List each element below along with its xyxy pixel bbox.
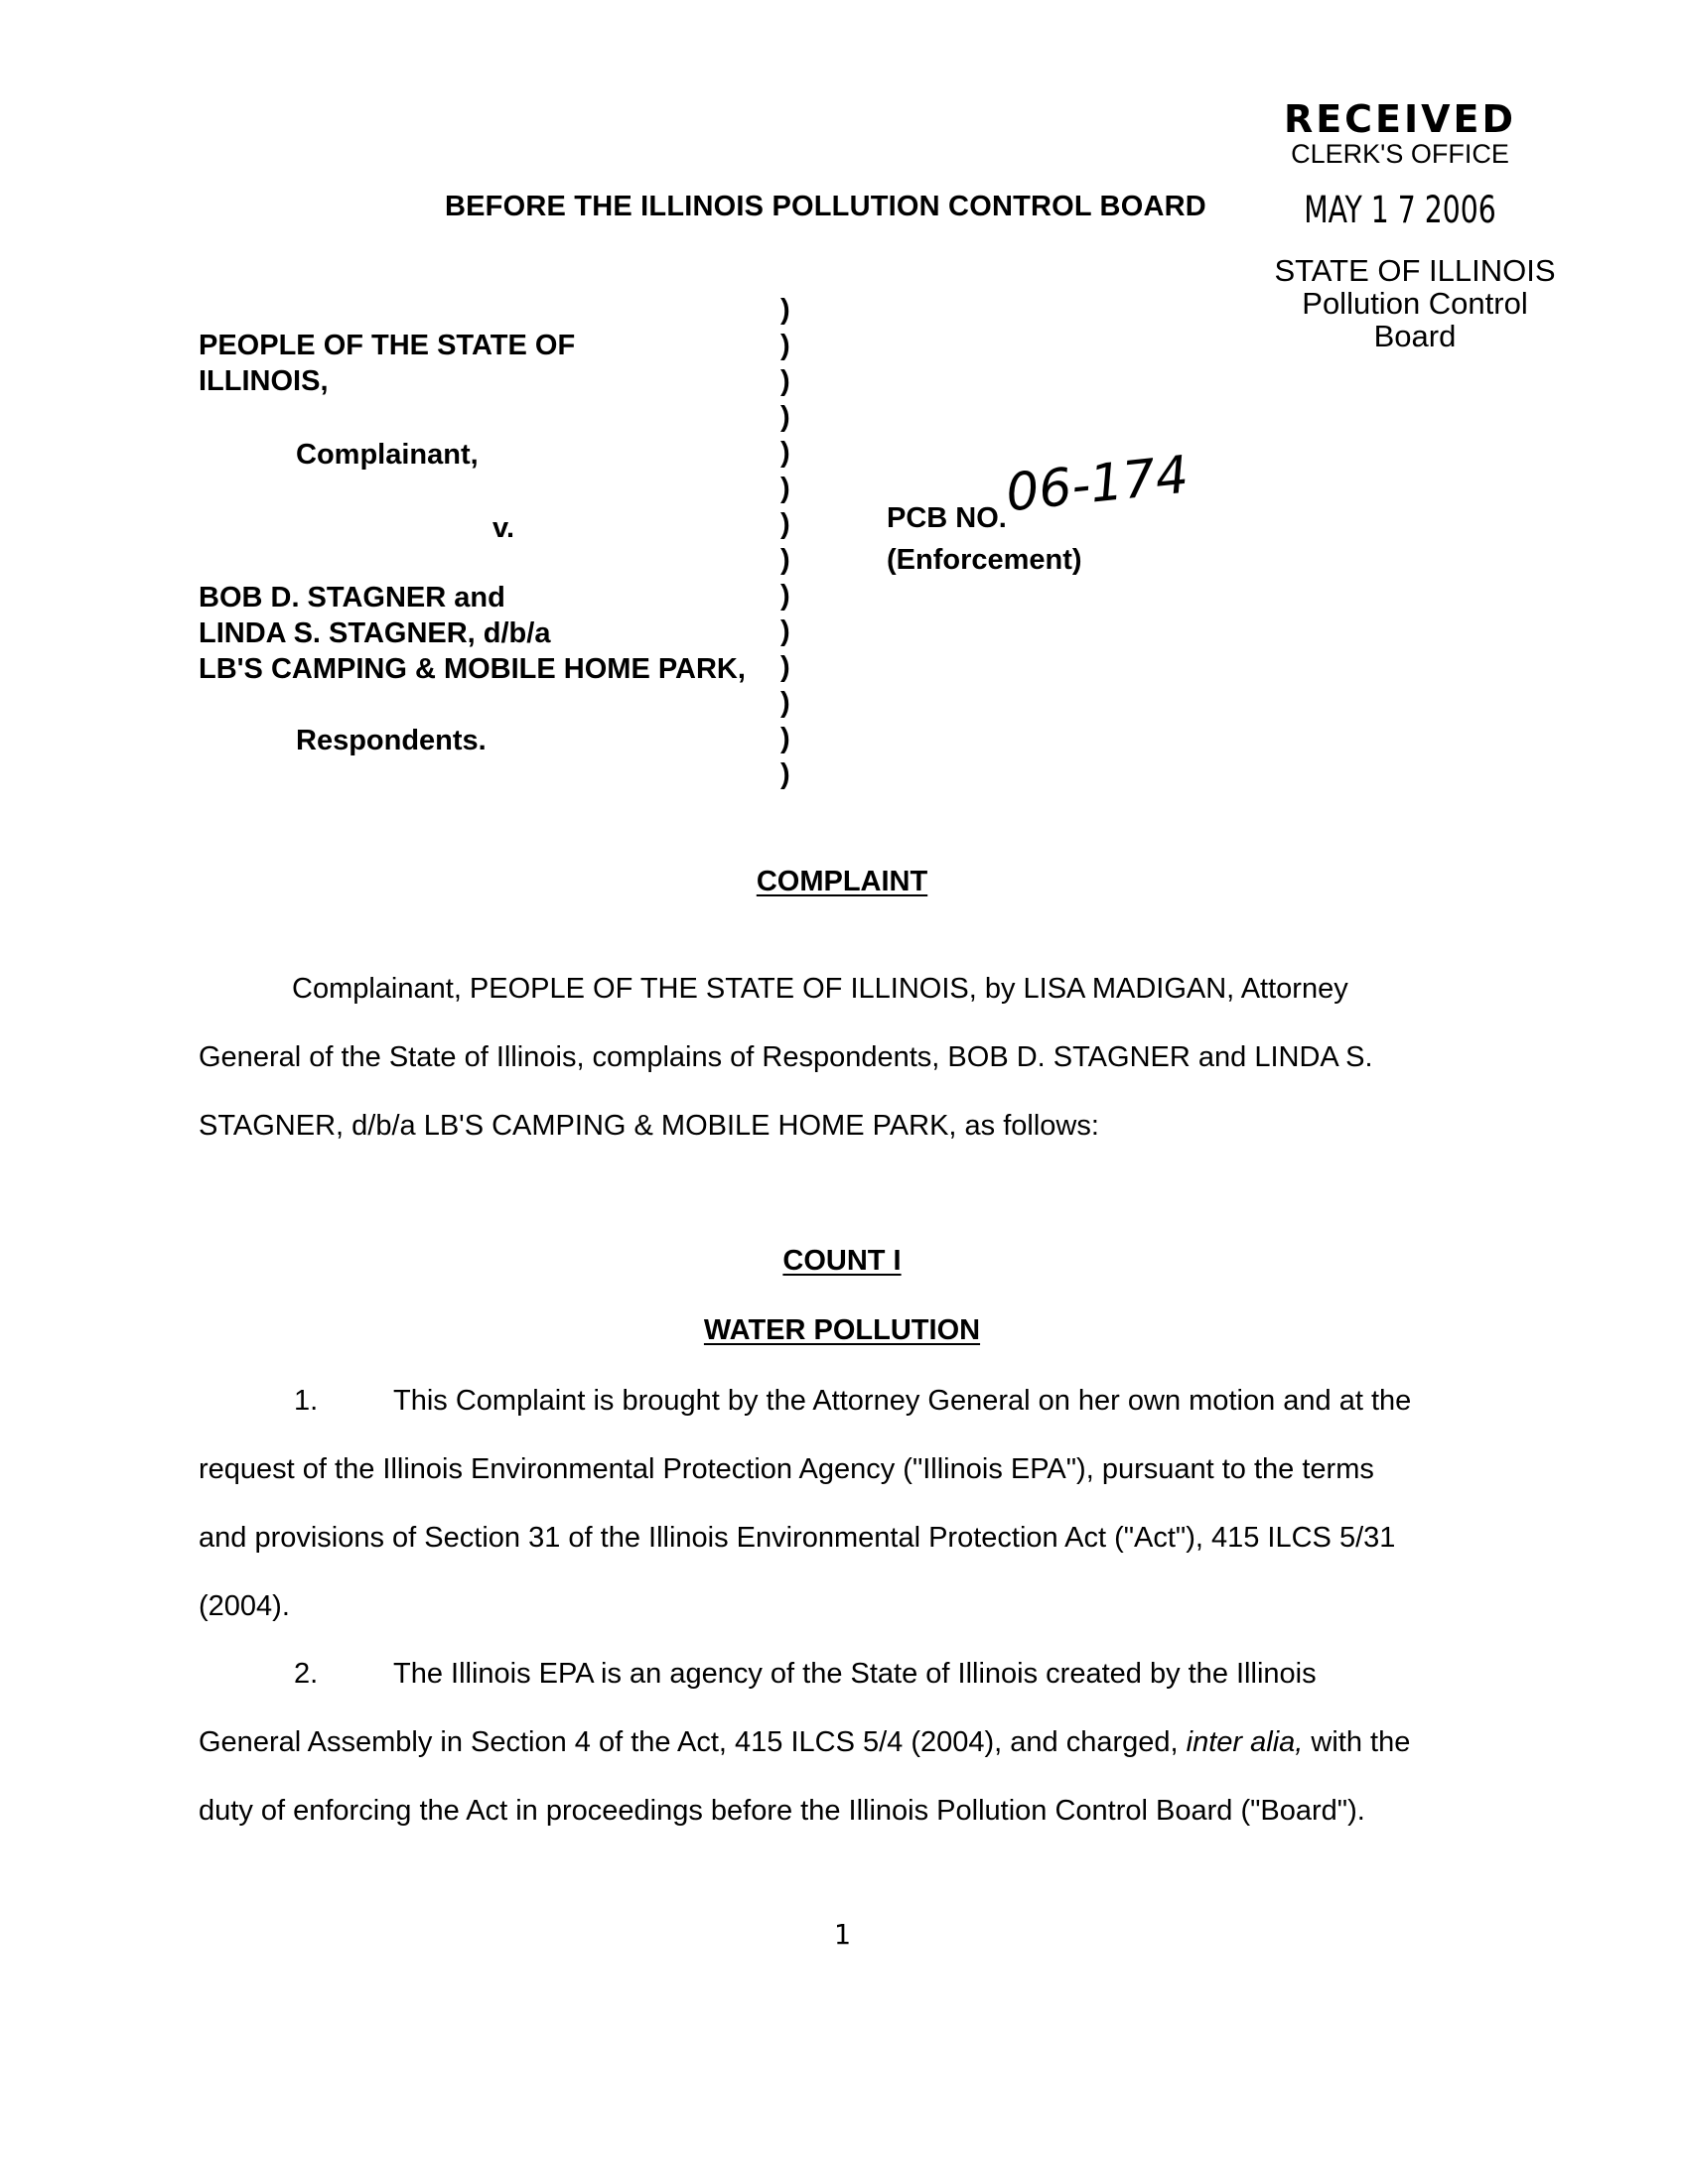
paren: ) — [780, 544, 790, 576]
stamp-state: STATE OF ILLINOIS — [1274, 253, 1556, 288]
paren: ) — [780, 615, 790, 647]
versus-label: v. — [492, 512, 515, 544]
respondents-label: Respondents. — [296, 725, 487, 756]
intro-line: Complainant, PEOPLE OF THE STATE OF ILLINOIS, by LISA MADIGAN, Attorney — [292, 973, 1348, 1005]
paren: ) — [780, 508, 790, 540]
enforcement-label: (Enforcement) — [887, 544, 1082, 576]
received-stamp — [1231, 99, 1569, 352]
people-line-2: ILLINOIS, — [199, 365, 329, 397]
board-heading: BEFORE THE ILLINOIS POLLUTION CONTROL BOARD — [445, 191, 1206, 222]
paren: ) — [780, 401, 790, 433]
line-text: General Assembly in Section 4 of the Act, 415 ILCS 5/4 (2004), and charged, — [199, 1726, 1187, 1758]
intro-line: General of the State of Illinois, complains of Respondents, BOB D. STAGNER and LINDA S. — [199, 1041, 1373, 1073]
paragraph-line: The Illinois EPA is an agency of the State of Illinois created by the Illinois — [393, 1658, 1317, 1690]
people-line-1: PEOPLE OF THE STATE OF — [199, 330, 576, 361]
line-text: with the — [1303, 1726, 1411, 1758]
stamp-date: MAY 1 7 2006 — [1304, 189, 1496, 231]
stamp-office: CLERK'S OFFICE — [1291, 139, 1509, 169]
paren: ) — [780, 687, 790, 719]
stamp-received: RECEIVED — [1283, 97, 1517, 141]
respondent-line-1: BOB D. STAGNER and — [199, 582, 505, 614]
paren: ) — [780, 723, 790, 754]
paren: ) — [780, 365, 790, 397]
complaint-title: COMPLAINT — [756, 866, 928, 897]
count-title: COUNT I — [782, 1245, 902, 1277]
paren: ) — [780, 437, 790, 469]
italic-phrase: inter alia, — [1186, 1726, 1304, 1758]
paragraph-number: 1. — [294, 1385, 319, 1417]
complainant-label: Complainant, — [296, 439, 479, 471]
paragraph-number: 2. — [294, 1658, 319, 1690]
paragraph-line: and provisions of Section 31 of the Illinois Environmental Protection Act ("Act"), 415 ILCS 5/31 — [199, 1522, 1396, 1554]
paragraph-line: This Complaint is brought by the Attorney General on her own motion and at the — [393, 1385, 1412, 1417]
paren: ) — [780, 758, 790, 790]
page-number: 1 — [833, 1918, 851, 1951]
pcb-number-label: PCB NO. — [887, 502, 1007, 534]
paren: ) — [780, 651, 790, 683]
paragraph-line: request of the Illinois Environmental Protection Agency ("Illinois EPA"), pursuant to the terms — [199, 1453, 1374, 1485]
stamp-board: Pollution Control Board — [1302, 286, 1528, 353]
intro-line: STAGNER, d/b/a LB'S CAMPING & MOBILE HOME PARK, as follows: — [199, 1110, 1099, 1142]
paren: ) — [780, 294, 790, 326]
paragraph-line — [199, 1726, 1410, 1759]
respondent-line-2: LINDA S. STAGNER, d/b/a — [199, 617, 551, 649]
count-subtitle: WATER POLLUTION — [703, 1314, 981, 1346]
paren: ) — [780, 473, 790, 504]
paragraph-line: duty of enforcing the Act in proceedings before the Illinois Pollution Control Board ("Board"). — [199, 1795, 1365, 1827]
paragraph-line: (2004). — [199, 1590, 290, 1622]
pcb-number-handwritten: 06-174 — [1003, 445, 1192, 524]
paren: ) — [780, 580, 790, 612]
paren: ) — [780, 330, 790, 361]
respondent-line-3: LB'S CAMPING & MOBILE HOME PARK, — [199, 653, 746, 685]
